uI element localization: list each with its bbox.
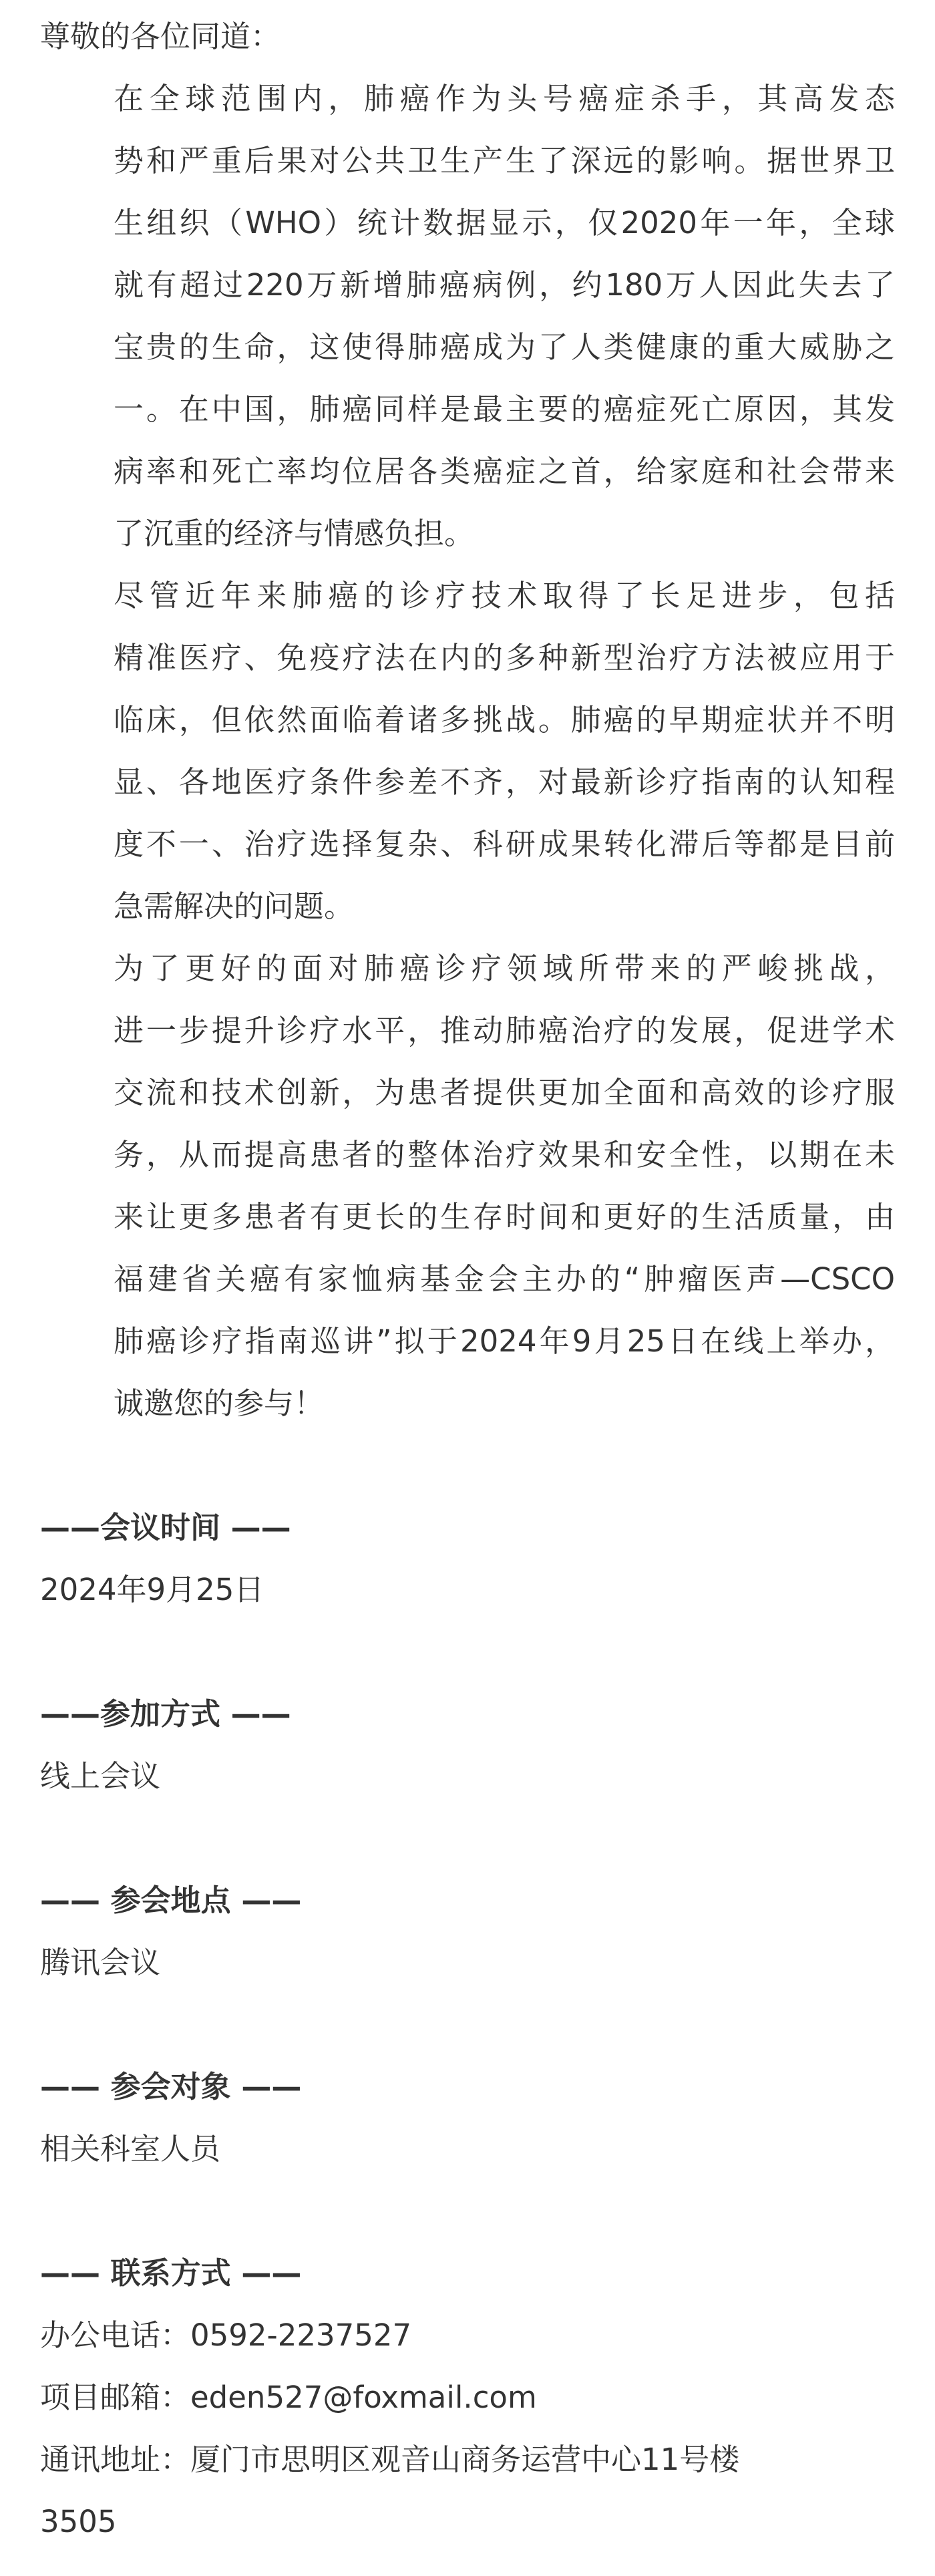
paragraph-line: 诚邀您的参与！ xyxy=(114,1386,325,1421)
paragraph-line: 交流和技术创新，为患者提供更加全面和高效的诊疗服 xyxy=(114,1075,895,1110)
paragraph-line: 临床，但依然面临着诸多挑战。肺癌的早期症状并不明 xyxy=(114,702,895,738)
mailing-address-continued: 3505 xyxy=(40,2504,117,2539)
paragraph-line: 生组织（WHO）统计数据显示，仅2020年一年，全球 xyxy=(114,205,895,240)
paragraph-line: 了沉重的经济与情感负担。 xyxy=(114,516,475,551)
section-audience xyxy=(40,2056,895,2180)
paragraph-line: 就有超过220万新增肺癌病例，约180万人因此失去了 xyxy=(114,267,895,303)
audience: 相关科室人员 xyxy=(40,2131,221,2166)
paragraph-line: 肺癌诊疗指南巡讲”拟于2024年9月25日在线上举办， xyxy=(114,1323,895,1359)
paragraph-2 xyxy=(40,565,895,937)
section-venue xyxy=(40,1869,895,1993)
paragraph-line: 为了更好的面对肺癌诊疗领域所带来的严峻挑战， xyxy=(114,951,895,986)
paragraph-line: 务，从而提高患者的整体治疗效果和安全性，以期在未 xyxy=(114,1137,895,1172)
venue: 腾讯会议 xyxy=(40,1945,161,1980)
section-heading: —— 联系方式 —— xyxy=(40,2255,302,2291)
participation-method: 线上会议 xyxy=(40,1758,161,1794)
paragraph-line: 显、各地医疗条件参差不齐，对最新诊疗指南的认知程 xyxy=(114,764,895,800)
paragraph-line: 在全球范围内，肺癌作为头号癌症杀手，其高发态 xyxy=(114,81,895,116)
section-meeting-time xyxy=(40,1496,895,1621)
paragraph-line: 一。在中国，肺癌同样是最主要的癌症死亡原因，其发 xyxy=(114,391,895,427)
paragraph-line: 进一步提升诊疗水平，推动肺癌治疗的发展，促进学术 xyxy=(114,1013,895,1048)
section-heading: ——参加方式 —— xyxy=(40,1696,291,1732)
salutation: 尊敬的各位同道： xyxy=(40,19,281,54)
section-participation-method xyxy=(40,1683,895,1807)
section-heading: —— 参会地点 —— xyxy=(40,1883,302,1918)
section-contact xyxy=(40,2242,895,2553)
section-body xyxy=(40,1559,895,1621)
paragraph-line: 急需解决的问题。 xyxy=(114,889,355,924)
section-body xyxy=(40,1931,895,1993)
paragraph-3 xyxy=(40,937,895,1434)
paragraph-1 xyxy=(40,67,895,565)
section-heading: —— 参会对象 —— xyxy=(40,2069,302,2104)
paragraph-line: 精准医疗、免疫疗法在内的多种新型治疗方法被应用于 xyxy=(114,640,895,675)
section-body xyxy=(40,2304,895,2553)
section-body xyxy=(40,2118,895,2180)
paragraph-line: 度不一、治疗选择复杂、科研成果转化滞后等都是目前 xyxy=(114,826,895,862)
paragraph-line: 尽管近年来肺癌的诊疗技术取得了长足进步，包括 xyxy=(114,578,895,613)
paragraph-line: 病率和死亡率均位居各类癌症之首，给家庭和社会带来 xyxy=(114,454,895,489)
paragraph-line: 来让更多患者有更长的生存时间和更好的生活质量，由 xyxy=(114,1199,895,1235)
office-phone: 办公电话：0592-2237527 xyxy=(40,2317,412,2353)
section-heading: ——会议时间 —— xyxy=(40,1510,291,1545)
paragraph-line: 势和严重后果对公共卫生产生了深远的影响。据世界卫 xyxy=(114,143,895,178)
meeting-date: 2024年9月25日 xyxy=(40,1572,264,1607)
mailing-address: 通讯地址：厦门市思明区观音山商务运营中心11号楼 xyxy=(40,2442,740,2477)
section-body xyxy=(40,1745,895,1807)
project-email: 项目邮箱：eden527@foxmail.com xyxy=(40,2380,537,2415)
paragraph-line: 福建省关癌有家恤病基金会主办的“肿瘤医声—CSCO xyxy=(114,1261,895,1297)
paragraph-line: 宝贵的生命，这使得肺癌成为了人类健康的重大威胁之 xyxy=(114,329,895,365)
